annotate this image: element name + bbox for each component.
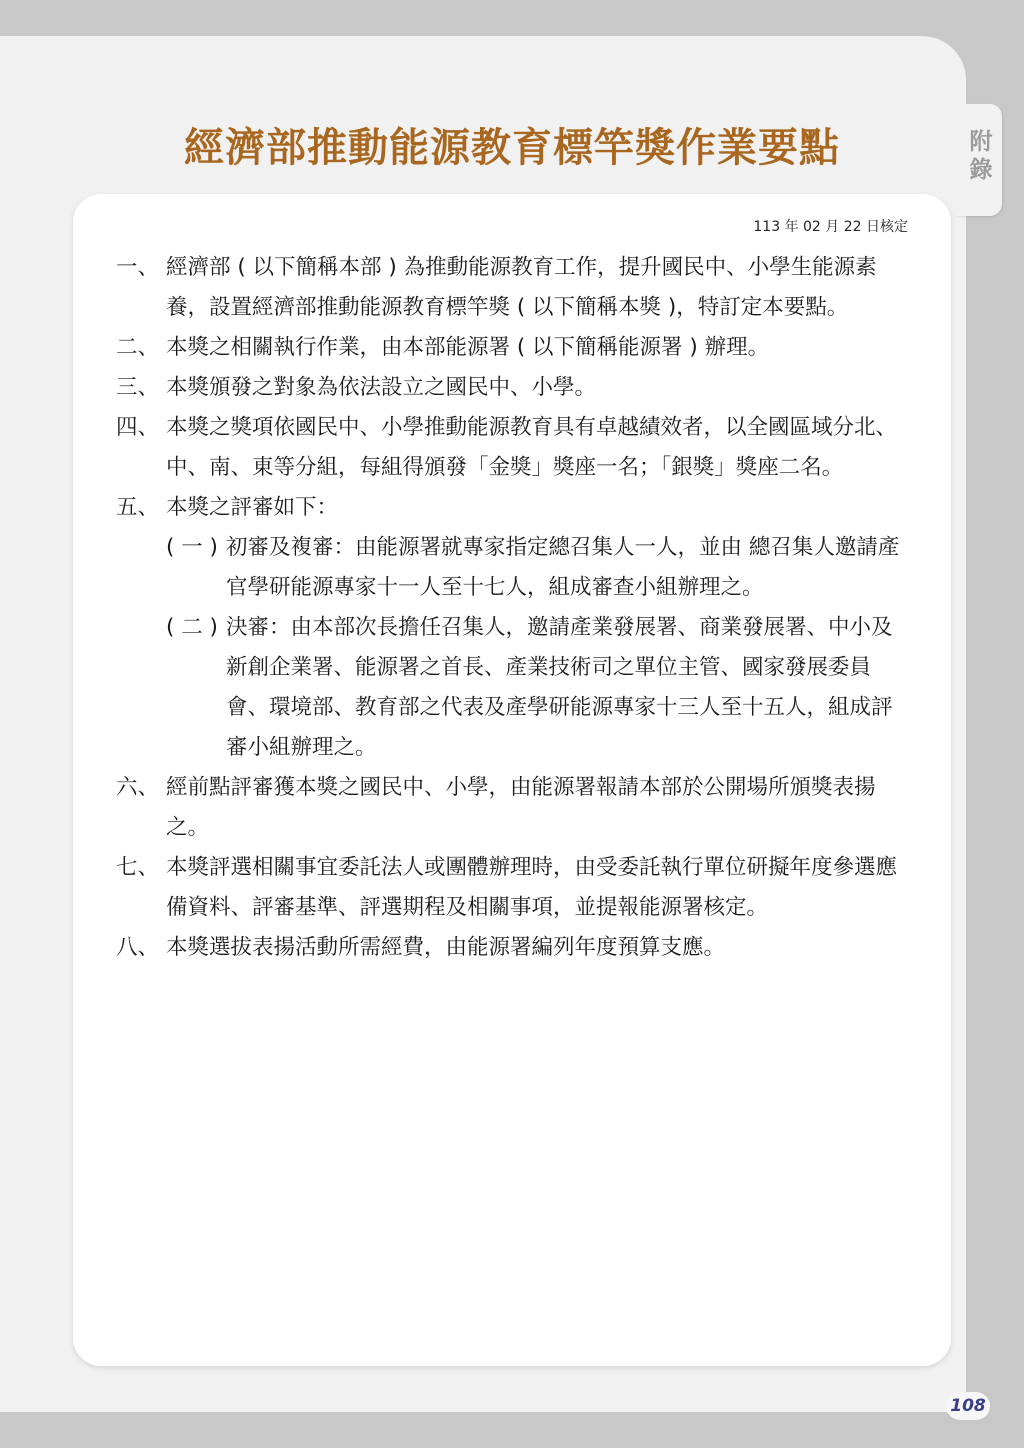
list-item [116, 928, 910, 968]
item-number: 三、 [116, 375, 160, 400]
sub-item-number: ( 一 ) [166, 535, 218, 560]
sub-list-item [116, 528, 910, 608]
list-item [116, 488, 910, 528]
item-number: 八、 [116, 935, 160, 960]
list-item [116, 368, 910, 408]
item-number: 五、 [116, 495, 160, 520]
item-number: 二、 [116, 335, 160, 360]
list-item [116, 848, 910, 928]
list-item [116, 328, 910, 368]
item-text: 本獎頒發之對象為依法設立之國民中、小學。 [166, 375, 597, 400]
item-text: 本獎之評審如下： [166, 495, 339, 520]
sub-list-item [116, 608, 910, 768]
item-text: 經前點評審獲本獎之國民中、小學，由能源署報請本部於公開場所頒獎表揚之。 [166, 775, 876, 840]
item-text: 本獎之獎項依國民中、小學推動能源教育具有卓越績效者，以全國區域分北、中、南、東等分組，每組得頒發「金獎」獎座一名；「銀獎」獎座二名。 [166, 415, 898, 480]
list-item [116, 248, 910, 328]
sub-item-text: 決審：由本部次長擔任召集人，邀請產業發展署、商業發展署、中小及新創企業署、能源署之首長、產業技術司之單位主管、國家發展委員會、環境部、教育部之代表及產學研能源專家十三人至十五人，組成評審小組辦理之。 [226, 615, 893, 760]
list-item [116, 768, 910, 848]
page-number: 108 [946, 1392, 990, 1420]
item-number: 七、 [116, 855, 160, 880]
appendix-tab-label: 附錄 [969, 129, 993, 183]
item-text: 本獎評選相關事宜委託法人或團體辦理時，由受委託執行單位研擬年度參選應備資料、評審基準、評選期程及相關事項，並提報能源署核定。 [166, 855, 898, 920]
regulation-list [116, 248, 910, 968]
item-number: 一、 [116, 255, 160, 280]
sub-item-number: ( 二 ) [166, 615, 218, 640]
item-text: 本獎選拔表揚活動所需經費，由能源署編列年度預算支應。 [166, 935, 726, 960]
item-number: 四、 [116, 415, 160, 440]
sub-item-text: 初審及複審：由能源署就專家指定總召集人一人，並由 總召集人邀請產官學研能源專家十一人至十七人，組成審查小組辦理之。 [226, 535, 900, 600]
item-text: 本獎之相關執行作業，由本部能源署 ( 以下簡稱能源署 ) 辦理。 [166, 335, 770, 360]
item-text: 經濟部 ( 以下簡稱本部 ) 為推動能源教育工作，提升國民中、小學生能源素養，設置經濟部推動能源教育標竿獎 ( 以下簡稱本獎 )，特訂定本要點。 [166, 255, 877, 320]
approval-date: 113 年 02 月 22 日核定 [753, 219, 908, 235]
item-number: 六、 [116, 775, 160, 800]
page-title: 經濟部推動能源教育標竿獎作業要點 [184, 125, 840, 171]
list-item [116, 408, 910, 488]
